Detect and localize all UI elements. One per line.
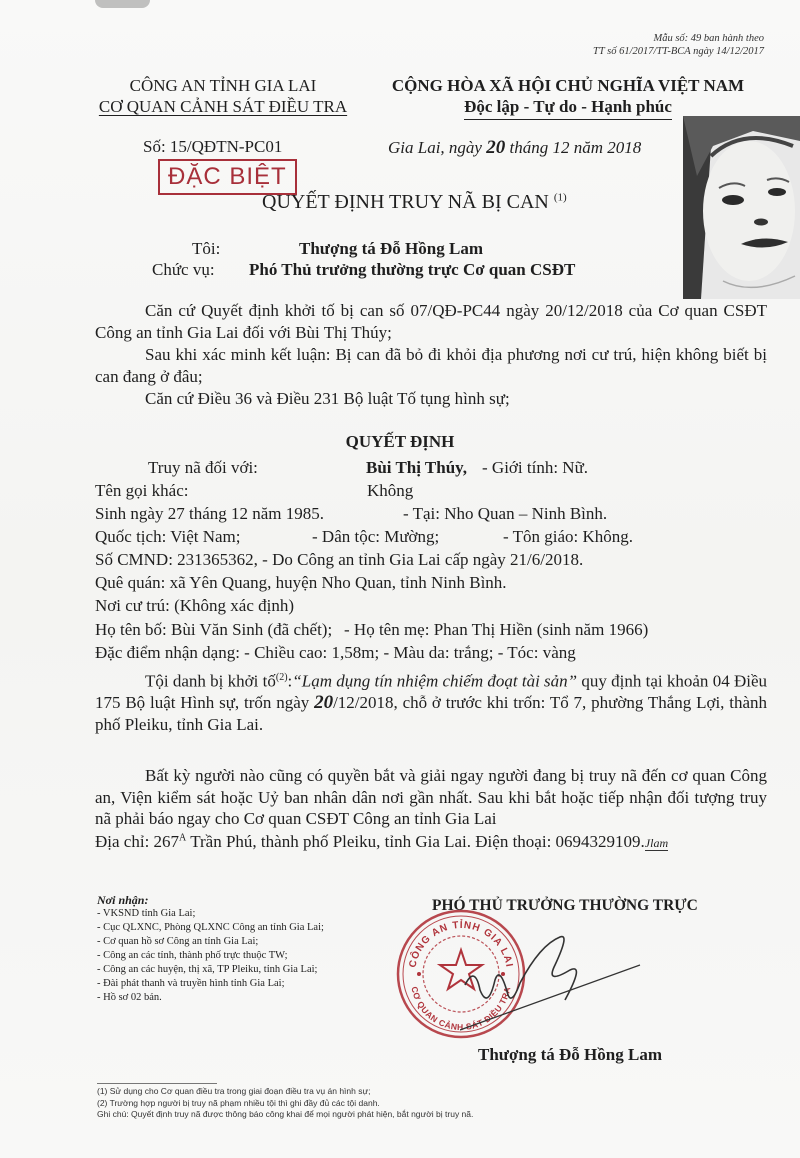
wanted-label: Truy nã đối với: (148, 458, 258, 477)
title-text: QUYẾT ĐỊNH TRUY NÃ BỊ CAN (262, 191, 549, 213)
form-ref-line1: Mẫu số: 49 ban hành theo (653, 33, 764, 44)
form-ref-line2: TT số 61/2017/TT-BCA ngày 14/12/2017 (593, 46, 764, 57)
charge-colon: : (287, 671, 293, 691)
charge-detail-b: /12/2018, chỗ ở trước khi trốn: Tổ 7, phường Thắng Lợi, thành phố Pleiku, tỉnh Gia Lai. (95, 693, 768, 734)
footnote-note: Ghi chú: Quyết định truy nã được thông báo công khai để mọi người phát hiện, bắt người bị truy nã. (97, 1109, 474, 1119)
handwritten-day: 20 (486, 137, 506, 158)
identifying-features: Đặc điểm nhận dạng: - Chiều cao: 1,58m; - Màu da: trắng; - Tóc: vàng (95, 643, 576, 662)
alias-label: Tên gọi khác: (95, 481, 189, 500)
suspect-gender: - Giới tính: Nữ. (482, 458, 589, 477)
charge-footnote-marker: (2) (275, 672, 288, 683)
signer-name: Thượng tá Đỗ Hồng Lam (478, 1045, 662, 1064)
crime-name: “Lạm dụng tín nhiệm chiếm đoạt tài sản” (292, 671, 578, 691)
id-card: Số CMND: 231365362, - Do Công an tỉnh Gia Lai cấp ngày 21/6/2018. (95, 550, 584, 569)
recipient-item: - Cơ quan hồ sơ Công an tỉnh Gia Lai; (97, 936, 259, 947)
nationality: Quốc tịch: Việt Nam; (95, 527, 241, 546)
charge-prefix: Tội danh bị khởi tố (145, 671, 276, 691)
preamble-paragraph-1: Căn cứ Quyết định khởi tố bị can số 07/QĐ-PC44 ngày 20/12/2018 của Cơ quan CSĐT Công an tỉnh Gia Lai đối với Bùi Thị Thúy; (95, 301, 767, 342)
arrest-instruction: Bất kỳ người nào cũng có quyền bắt và giải ngay người đang bị truy nã đến cơ quan Công an, Viện kiểm sát hoặc Uỷ ban nhân dân nơi gần nhất. Sau khi bắt hoặc tiếp nhận đối tượng truy nã phải báo ngay cho Cơ quan CSĐT Công an tỉnh Gia Lai (95, 766, 767, 828)
suspect-name: Bùi Thị Thúy, (366, 458, 467, 477)
preamble-paragraph-3: Căn cứ Điều 36 và Điều 231 Bộ luật Tố tụng hình sự; (145, 389, 510, 408)
recipient-item: - Cục QLXNC, Phòng QLXNC Công an tỉnh Gia Lai; (97, 922, 324, 933)
recipients-heading: Nơi nhận: (97, 893, 149, 907)
address-superscript: A (179, 832, 187, 844)
place-date-suffix: tháng 12 năm 2018 (505, 138, 642, 157)
position-value: Phó Thủ trưởng thường trực Cơ quan CSĐT (249, 260, 576, 279)
national-header (378, 75, 758, 120)
birth-date: Sinh ngày 27 tháng 12 năm 1985. (95, 504, 325, 523)
position-label: Chức vụ: (152, 260, 215, 279)
recipients-list (97, 893, 324, 1005)
decision-heading: QUYẾT ĐỊNH (345, 432, 455, 451)
birth-place: - Tại: Nho Quan – Ninh Bình. (403, 504, 608, 523)
address-rest: Trần Phú, thành phố Pleiku, tỉnh Gia Lai. Điện thoại: 0694329109. (186, 832, 645, 851)
alias-value: Không (367, 481, 414, 500)
recipient-item: - VKSND tỉnh Gia Lai; (97, 908, 196, 919)
national-motto: Độc lập - Tự do - Hạnh phúc (464, 96, 672, 120)
footnote-2: (2) Trường hợp người bị truy nã phạm nhiều tội thì ghi đầy đủ các tội danh. (97, 1097, 380, 1108)
agency-department: CƠ QUAN CẢNH SÁT ĐIỀU TRA (98, 97, 348, 116)
form-reference (593, 32, 764, 58)
preamble-paragraph-2: Sau khi xác minh kết luận: Bị can đã bỏ đi khỏi địa phương nơi cư trú, hiện không biết bị can đang ở đâu; (95, 345, 767, 386)
title-footnote-marker: (1) (553, 191, 567, 204)
footnotes (97, 1086, 473, 1121)
charge-detail-a: quy định tại khoản 04 Điều 175 Bộ luật Hình sự, trốn ngày (95, 671, 768, 713)
handwritten-flee-day: 20 (314, 692, 334, 714)
handwritten-initial: Jlam (644, 836, 669, 850)
issuer-label: Tôi: (192, 239, 221, 258)
agency-name: CÔNG AN TỈNH GIA LAI (129, 76, 317, 95)
scan-smudge (95, 0, 150, 8)
agency-header (98, 75, 348, 117)
contact-address (95, 832, 668, 852)
address-prefix: Địa chỉ: 267 (95, 832, 180, 851)
recipient-item: - Đài phát thanh và truyền hình tỉnh Gia Lai; (97, 978, 285, 989)
residence: Nơi cư trú: (Không xác định) (95, 596, 295, 615)
country-name: CỘNG HÒA XÃ HỘI CHỦ NGHĨA VIỆT NAM (391, 76, 745, 95)
document-title (262, 191, 567, 214)
signer-title: PHÓ THỦ TRƯỞNG THƯỜNG TRỰC (432, 897, 698, 914)
recipient-item: - Công an các tỉnh, thành phố trực thuộc TW; (97, 950, 288, 961)
religion: - Tôn giáo: Không. (503, 527, 634, 546)
issuer-name: Thượng tá Đỗ Hồng Lam (299, 239, 483, 258)
mother-name: - Họ tên mẹ: Phan Thị Hiền (sinh năm 1966) (344, 620, 649, 639)
place-date (388, 137, 641, 159)
recipient-item: - Hồ sơ 02 bản. (97, 992, 162, 1003)
place-date-prefix: Gia Lai, ngày (388, 138, 487, 157)
charge-paragraph (95, 667, 767, 735)
document-number: Số: 15/QĐTN-PC01 (143, 137, 283, 156)
hometown: Quê quán: xã Yên Quang, huyện Nho Quan, tỉnh Ninh Bình. (95, 573, 507, 592)
portrait-image (683, 116, 800, 299)
svg-text:CÔNG AN TỈNH GIA LAI: CÔNG AN TỈNH GIA LAI (407, 919, 515, 969)
footnote-divider (97, 1083, 217, 1084)
special-stamp: ĐẶC BIỆT (158, 159, 297, 195)
svg-text:CƠ QUAN CẢNH SÁT ĐIỀU TRA: CƠ QUAN CẢNH SÁT ĐIỀU TRA (409, 985, 513, 1033)
suspect-photo (683, 116, 800, 299)
father-name: Họ tên bố: Bùi Văn Sinh (đã chết); (95, 620, 333, 639)
recipient-item: - Công an các huyện, thị xã, TP Pleiku, tỉnh Gia Lai; (97, 964, 318, 975)
footnote-1: (1) Sử dụng cho Cơ quan điều tra trong giai đoạn điều tra vụ án hình sự; (97, 1086, 371, 1096)
ethnicity: - Dân tộc: Mường; (312, 527, 440, 546)
signature-icon (460, 925, 710, 1035)
